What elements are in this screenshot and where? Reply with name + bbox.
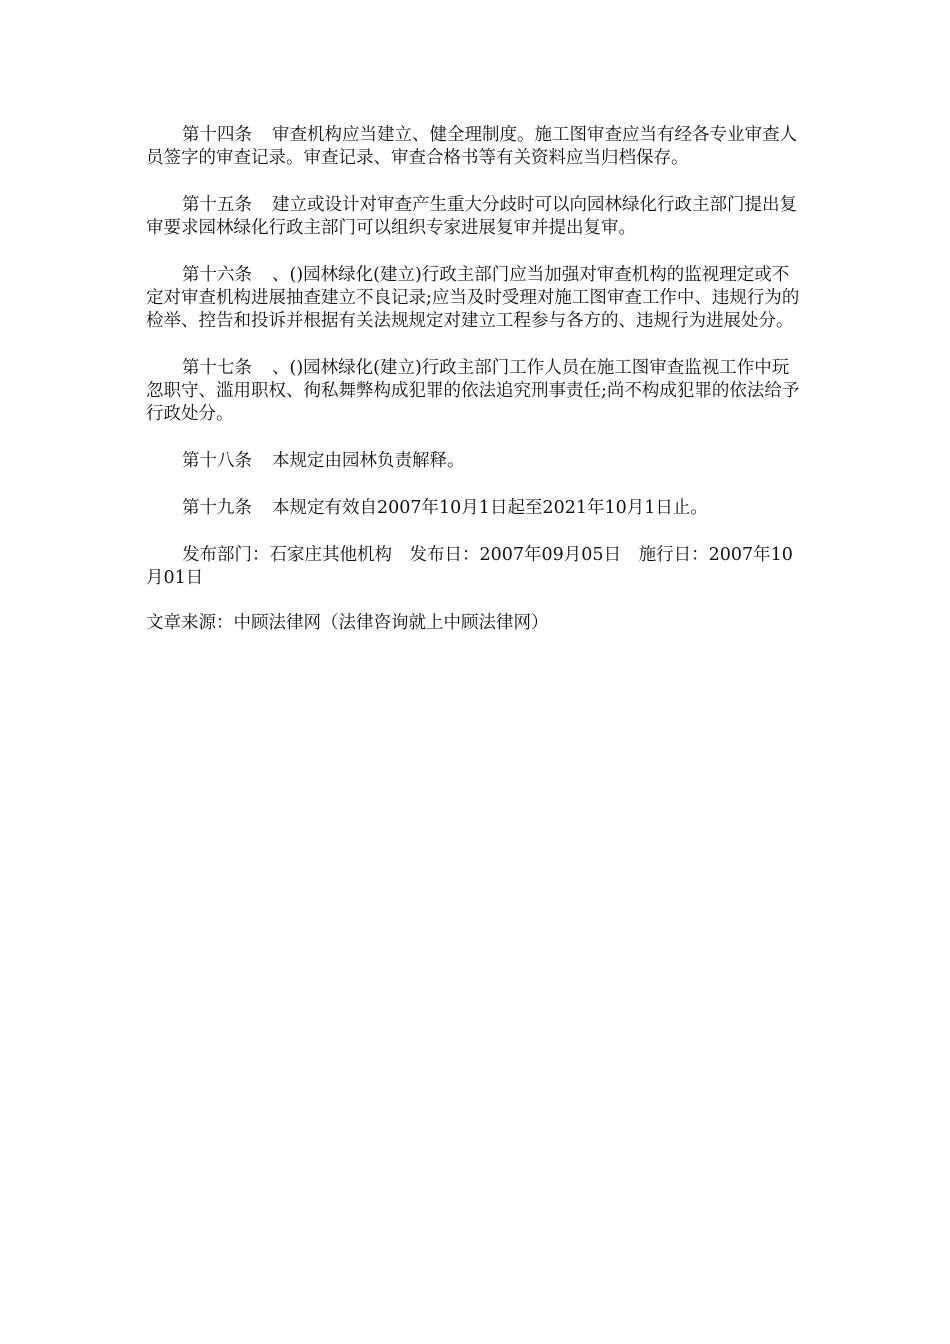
article-16: [146, 264, 806, 333]
article-source: 文章来源：中顾法律网（法律咨询就上中顾法律网）: [146, 613, 549, 633]
article-number: 第十六条: [182, 265, 252, 285]
article-number: 第十八条: [182, 451, 252, 471]
article-text: 本规定由园林负责解释。: [272, 451, 465, 471]
publication-info: 发布部门：石家庄其他机构 发布日：2007年09月05日 施行日：2007年10月01日: [146, 545, 793, 588]
article-text: 、()园林绿化(建立)行政主部门工作人员在施工图审查监视工作中玩忽职守、滥用职权、徇私舞弊构成犯罪的依法追究刑事责任;尚不构成犯罪的依法给予行政处分。: [146, 358, 800, 424]
article-19: [146, 497, 806, 520]
article-18: [146, 450, 806, 473]
article-text: 审查机构应当建立、健全理制度。施工图审查应当有经各专业审查人员签字的审查记录。审查记录、审查合格书等有关资料应当归档保存。: [146, 125, 797, 168]
article-text: 建立或设计对审查产生重大分歧时可以向园林绿化行政主部门提出复审要求园林绿化行政主部门可以组织专家进展复审并提出复审。: [146, 195, 797, 238]
article-text: 本规定有效自2007年10月1日起至2021年10月1日止。: [272, 498, 708, 518]
article-17: [146, 357, 806, 426]
article-number: 第十五条: [182, 195, 252, 215]
article-number: 第十九条: [182, 498, 252, 518]
document-body: [146, 124, 806, 635]
article-14: [146, 124, 806, 170]
article-text: 、()园林绿化(建立)行政主部门应当加强对审查机构的监视理定或不定对审查机构进展抽查建立不良记录;应当及时受理对施工图审查工作中、违规行为的检举、控告和投诉并根据有关法规规定对建立工程参与各方的、违规行为进展处分。: [146, 265, 800, 331]
article-15: [146, 194, 806, 240]
article-number: 第十四条: [182, 125, 252, 145]
article-number: 第十七条: [182, 358, 252, 378]
